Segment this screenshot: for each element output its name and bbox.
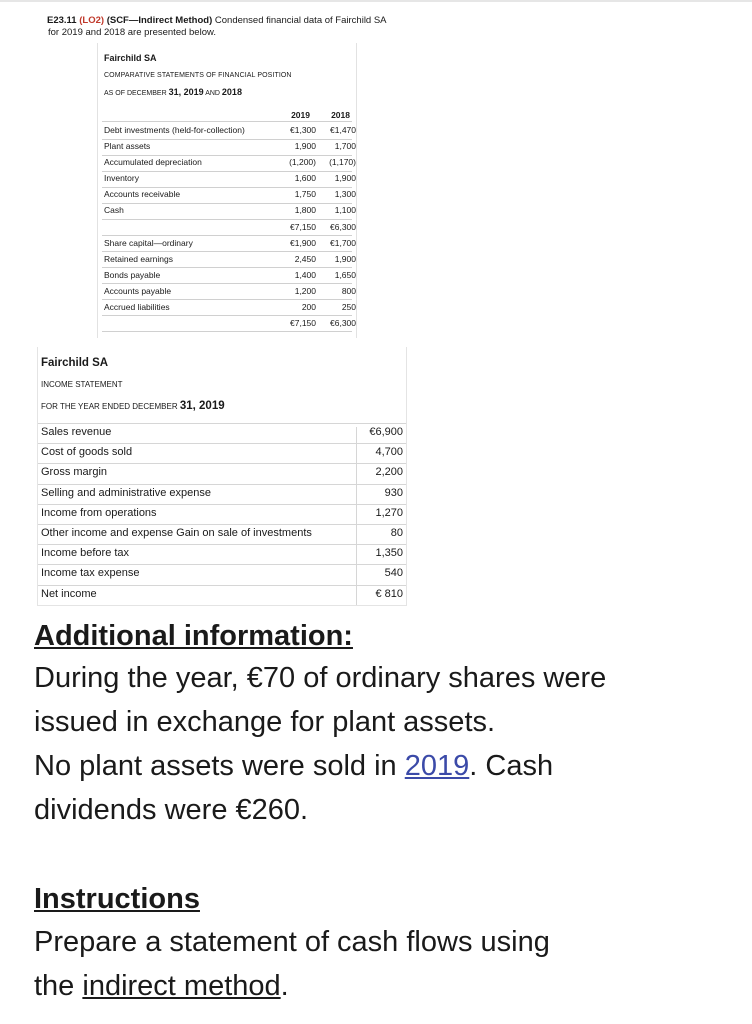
is-row xyxy=(41,585,404,605)
instructions-line-2: the indirect method. xyxy=(34,970,289,1002)
is-grid-line xyxy=(38,504,406,505)
bs-row-2018: 1,900 xyxy=(334,254,356,264)
problem-topic: (SCF—Indirect Method) xyxy=(106,15,213,26)
bs-col-2019: 2019 xyxy=(291,110,310,120)
bs-row-2018: (1,170) xyxy=(329,157,356,167)
is-row-label: Selling and administrative expense xyxy=(41,486,211,499)
is-row-value: 2,200 xyxy=(375,466,403,479)
balance-sheet xyxy=(97,43,357,338)
bs-row xyxy=(104,252,356,268)
bs-row-2019: 1,800 xyxy=(294,205,316,215)
bs-row xyxy=(104,155,356,171)
bs-grid-line xyxy=(102,267,352,268)
additional-line-3: No plant assets were sold in 2019. Cash xyxy=(34,750,554,782)
income-statement xyxy=(37,347,407,606)
instructions-heading: Instructions xyxy=(34,883,200,915)
bs-row-2019: €1,300 xyxy=(290,125,316,135)
bs-row-label: Accumulated depreciation xyxy=(104,157,202,167)
is-grid-line xyxy=(38,484,406,485)
bs-row-2019: €7,150 xyxy=(290,318,316,328)
bs-row-label: Accounts receivable xyxy=(104,189,181,199)
additional-line-4: dividends were €260. xyxy=(34,794,309,826)
bs-row xyxy=(104,203,356,219)
is-company: Fairchild SA xyxy=(41,357,109,369)
bs-col-2018: 2018 xyxy=(331,110,350,120)
is-row-value: €6,900 xyxy=(369,426,403,438)
instructions-line-1: Prepare a statement of cash flows using xyxy=(34,926,550,958)
bs-grid-line xyxy=(102,315,352,316)
bs-row-2019: (1,200) xyxy=(289,157,316,167)
bs-row-label: Accrued liabilities xyxy=(104,302,170,312)
bs-row-label: Cash xyxy=(104,205,124,215)
learning-objective: (LO2) xyxy=(79,15,105,26)
bs-row-2018: €6,300 xyxy=(330,222,356,232)
is-row-value: 1,270 xyxy=(375,506,403,519)
bs-row-label: Debt investments (held-for-collection) xyxy=(104,125,245,135)
bs-row-2019: 1,600 xyxy=(294,173,316,183)
year-link[interactable]: 2019 xyxy=(404,750,470,782)
is-grid-line xyxy=(38,544,406,545)
is-row-value: 1,350 xyxy=(375,547,403,560)
bs-row-2019: 200 xyxy=(301,302,316,312)
bs-company: Fairchild SA xyxy=(104,53,157,63)
bs-row-2018: 800 xyxy=(341,286,356,296)
bs-row-label: Inventory xyxy=(104,173,139,183)
is-period: FOR THE YEAR ENDED DECEMBER 31, 2019 xyxy=(41,400,225,412)
bs-grid-line xyxy=(102,121,352,122)
bs-grid-line xyxy=(102,283,352,284)
bs-row-2018: €1,470 xyxy=(330,125,356,135)
bs-row xyxy=(104,268,356,284)
bs-row-2018: 1,650 xyxy=(334,270,356,280)
is-grid-line xyxy=(38,423,406,424)
bs-row-2018: 1,900 xyxy=(334,173,356,183)
bs-grid-line xyxy=(102,235,352,236)
bs-date: AS OF DECEMBER 31, 2019 AND 2018 xyxy=(104,87,242,97)
is-row-label: Other income and expense Gain on sale of investments xyxy=(41,527,312,539)
bs-grid-line xyxy=(102,203,352,204)
bs-row xyxy=(104,284,356,300)
is-row-value: 4,700 xyxy=(375,446,403,459)
problem-header xyxy=(47,15,387,39)
bs-grid-line xyxy=(102,171,352,172)
indirect-method-link[interactable]: indirect method xyxy=(82,970,281,1002)
bs-row xyxy=(104,171,356,187)
problem-code: E23.11 xyxy=(47,15,77,26)
bs-row-2018: €6,300 xyxy=(330,318,356,328)
is-row xyxy=(41,524,404,544)
bs-row-label: Plant assets xyxy=(104,141,151,151)
bs-row-2018: 1,100 xyxy=(334,205,356,215)
bs-grid-line xyxy=(102,219,352,220)
bs-row xyxy=(104,123,356,139)
is-row-value: € 810 xyxy=(375,587,403,600)
is-row xyxy=(41,564,404,584)
bs-grid-line xyxy=(102,139,352,140)
bs-row xyxy=(104,236,356,252)
is-row-label: Net income xyxy=(41,587,97,600)
bs-row-2019: 1,750 xyxy=(294,189,316,199)
is-row-label: Sales revenue xyxy=(41,426,112,438)
bs-row xyxy=(104,187,356,203)
bs-total-row xyxy=(104,316,356,332)
bs-row-label: Retained earnings xyxy=(104,254,173,264)
is-row-label: Income from operations xyxy=(41,506,157,519)
bs-title: COMPARATIVE STATEMENTS OF FINANCIAL POSITION xyxy=(104,72,292,79)
is-grid-line xyxy=(38,524,406,525)
is-row xyxy=(41,504,404,524)
instructions xyxy=(34,878,734,1008)
is-grid-line xyxy=(38,463,406,464)
bs-row-2019: 1,200 xyxy=(294,286,316,296)
is-row xyxy=(41,544,404,564)
bs-row-label: Accounts payable xyxy=(104,286,172,296)
bs-grid-line xyxy=(102,155,352,156)
bs-row-2019: €7,150 xyxy=(290,222,316,232)
is-row-label: Income before tax xyxy=(41,547,130,560)
bs-grid-line xyxy=(102,299,352,300)
bs-row xyxy=(104,139,356,155)
bs-row-2019: 1,400 xyxy=(294,270,316,280)
additional-information xyxy=(34,616,734,832)
is-row-label: Cost of goods sold xyxy=(41,446,133,459)
is-grid-line xyxy=(38,564,406,565)
bs-row-2018: €1,700 xyxy=(330,238,356,248)
is-title: INCOME STATEMENT xyxy=(41,380,123,389)
bs-row-2019: 2,450 xyxy=(294,254,316,264)
is-grid-line xyxy=(38,443,406,444)
bs-row-label: Share capital—ordinary xyxy=(104,238,193,248)
is-row-label: Income tax expense xyxy=(41,567,140,580)
additional-line-2: issued in exchange for plant assets. xyxy=(34,706,496,738)
is-row xyxy=(41,463,404,483)
is-row xyxy=(41,423,404,443)
bs-row xyxy=(104,300,356,316)
problem-intro: Condensed financial data of Fairchild SA xyxy=(214,15,387,26)
bs-row-2019: 1,900 xyxy=(294,141,316,151)
is-row xyxy=(41,484,404,504)
bs-row-label: Bonds payable xyxy=(104,270,161,280)
bs-total-row xyxy=(104,220,356,236)
additional-line-1: During the year, €70 of ordinary shares were xyxy=(34,662,607,694)
bs-row-2018: 250 xyxy=(341,302,356,312)
is-grid-line xyxy=(38,585,406,586)
problem-intro-2: for 2019 and 2018 are presented below. xyxy=(48,27,216,38)
bs-grid-line xyxy=(102,251,352,252)
is-row-value: 80 xyxy=(390,527,403,539)
bs-grid-line xyxy=(102,187,352,188)
is-row xyxy=(41,443,404,463)
is-row-value: 540 xyxy=(384,567,403,580)
additional-heading: Additional information: xyxy=(34,620,353,652)
bs-grid-line xyxy=(102,331,352,332)
top-divider xyxy=(0,0,752,2)
bs-row-2018: 1,700 xyxy=(334,141,356,151)
is-row-value: 930 xyxy=(384,486,403,499)
bs-row-2019: €1,900 xyxy=(290,238,316,248)
bs-row-2018: 1,300 xyxy=(334,189,356,199)
is-row-label: Gross margin xyxy=(41,466,108,479)
